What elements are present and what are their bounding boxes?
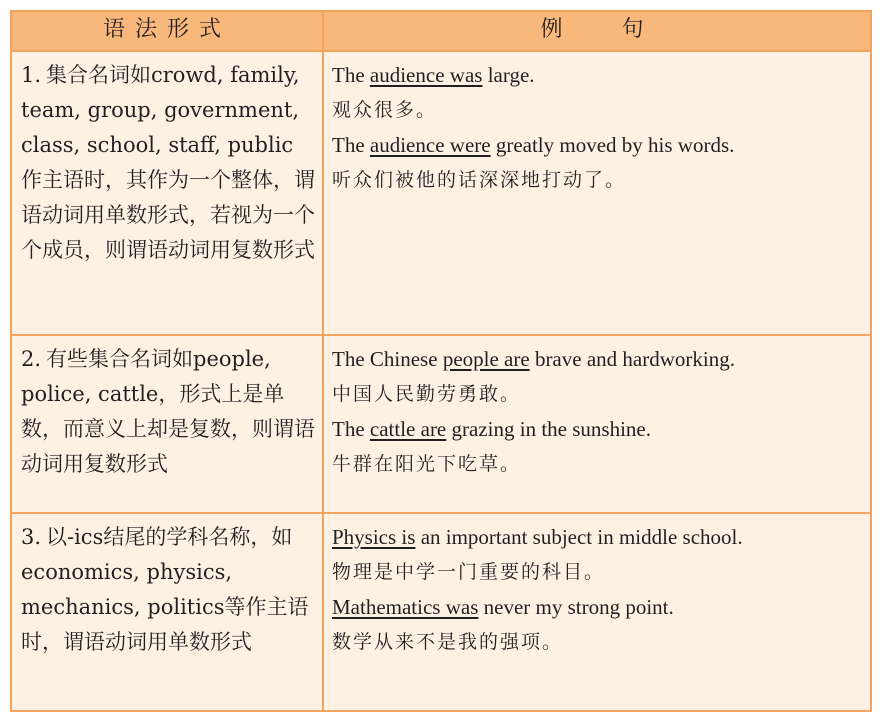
- example-chinese: 听众们被他的话深深地打动了。: [332, 169, 627, 191]
- example-text: The: [332, 133, 370, 157]
- example-text: large.: [482, 63, 535, 87]
- example-english: [332, 520, 864, 555]
- underlined-subject-verb: audience was: [369, 63, 483, 87]
- example-text: The: [332, 417, 370, 441]
- underlined-subject-verb: people are: [442, 347, 530, 371]
- underlined-subject-verb: Mathematics was: [332, 595, 479, 619]
- example-chinese: 物理是中学一门重要的科目。: [332, 561, 606, 583]
- grammar-table: [10, 10, 872, 712]
- example-text: never my strong point.: [478, 595, 674, 619]
- row-number: 2.: [21, 347, 42, 371]
- grammar-form-text: 集合名词如crowd, family, team, group, government, class, school, staff, public 作主语时，其作为一个整体，谓语动词用单数形式，若视为一个个成员，则谓语动词用复数形式: [21, 63, 315, 262]
- examples-cell: [323, 513, 871, 711]
- grammar-form-text: 以-ics结尾的学科名称，如economics, physics, mechanics, politics等作主语时，谓语动词用单数形式: [21, 525, 309, 654]
- example-chinese: 观众很多。: [332, 99, 438, 121]
- header-examples: 例 句: [323, 11, 871, 51]
- table-row: [11, 513, 871, 711]
- examples-cell: [323, 335, 871, 513]
- grammar-form-text: 有些集合名词如people, police, cattle，形式上是单数，而意义上却是复数，则谓语动词用复数形式: [21, 347, 315, 476]
- example-english: [332, 342, 864, 377]
- grammar-form-cell: [11, 513, 323, 711]
- underlined-subject-verb: Physics is: [332, 525, 416, 549]
- example-chinese: 牛群在阳光下吃草。: [332, 453, 522, 475]
- example-text: greatly moved by his words.: [490, 133, 735, 157]
- example-text: grazing in the sunshine.: [446, 417, 651, 441]
- examples-cell: [323, 51, 871, 335]
- example-chinese: 中国人民勤劳勇敢。: [332, 383, 522, 405]
- example-chinese: 数学从来不是我的强项。: [332, 631, 564, 653]
- example-text: brave and hardworking.: [529, 347, 735, 371]
- example-english: [332, 128, 864, 163]
- grammar-form-cell: [11, 335, 323, 513]
- example-text: an important subject in middle school.: [415, 525, 743, 549]
- table-row: [11, 335, 871, 513]
- row-number: 3.: [21, 525, 42, 549]
- header-grammar-form: 语法形式: [11, 11, 323, 51]
- grammar-form-cell: [11, 51, 323, 335]
- example-text: The: [332, 63, 370, 87]
- table-row: [11, 51, 871, 335]
- example-english: [332, 590, 864, 625]
- example-english: [332, 58, 864, 93]
- example-english: [332, 412, 864, 447]
- header-row: [11, 11, 871, 51]
- underlined-subject-verb: cattle are: [369, 417, 447, 441]
- row-number: 1.: [21, 63, 42, 87]
- example-text: The Chinese: [332, 347, 443, 371]
- underlined-subject-verb: audience were: [369, 133, 491, 157]
